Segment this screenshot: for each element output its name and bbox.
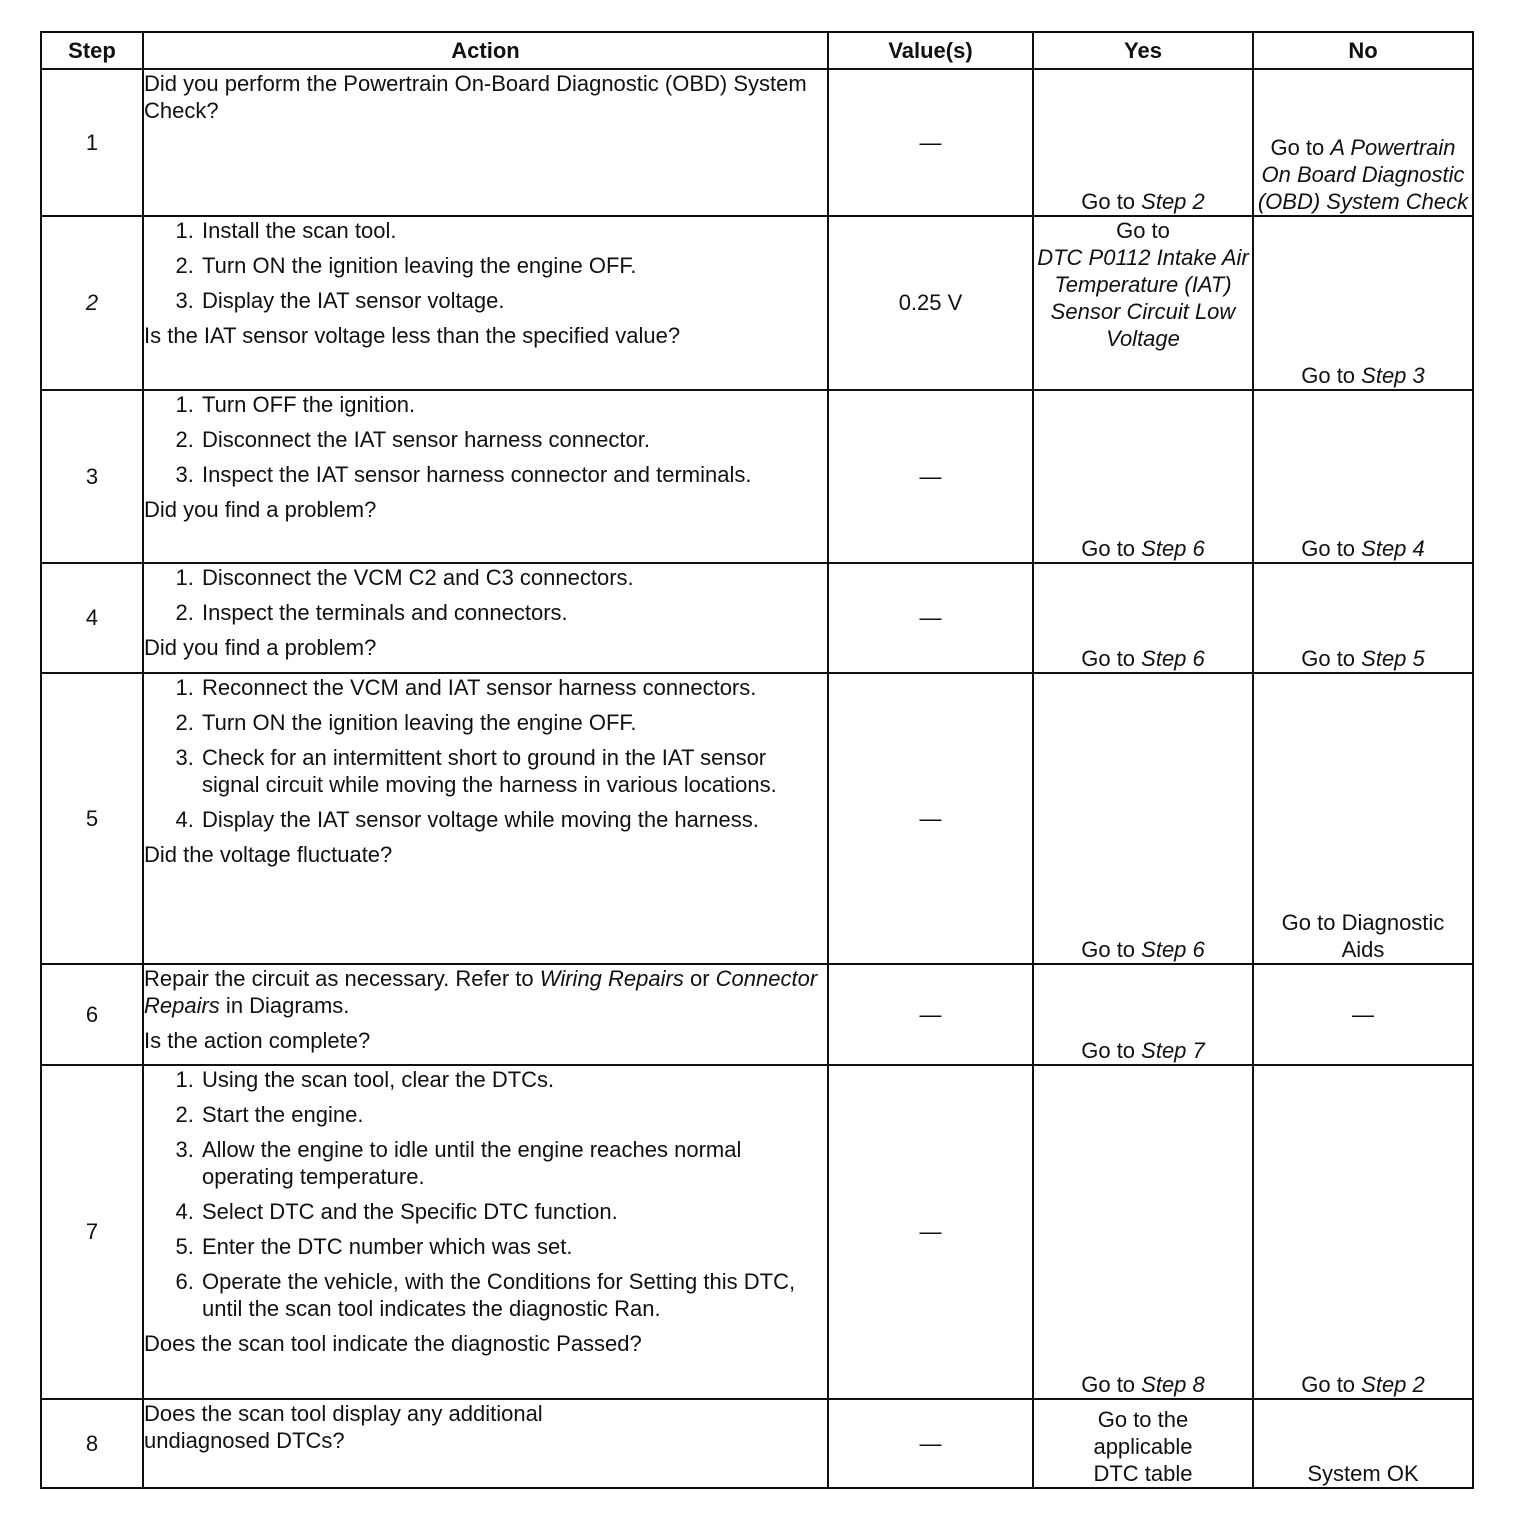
action-cell: [143, 563, 828, 673]
no-cell: [1253, 563, 1473, 673]
yes-prefix: Go to: [1081, 189, 1142, 214]
value-cell: —: [828, 563, 1033, 673]
action-cell: [143, 964, 828, 1065]
yes-cell: [1033, 69, 1253, 216]
list-item: 1. Using the scan tool, clear the DTCs.: [175, 1067, 555, 1092]
value-cell: —: [828, 69, 1033, 216]
header-no: No: [1253, 32, 1473, 69]
step-number: 3: [41, 390, 143, 563]
value-cell: —: [828, 673, 1033, 964]
no-cell: [1253, 1065, 1473, 1399]
action-text: Does the scan tool display any additional undiagnosed DTCs?: [144, 1401, 543, 1453]
no-step-ref: Step 4: [1361, 536, 1425, 561]
action-cell: [143, 390, 828, 563]
action-cell: [143, 1065, 828, 1399]
action-cell: [143, 673, 828, 964]
no-prefix: Go to: [1301, 363, 1362, 388]
list-item: 1. Reconnect the VCM and IAT sensor harness connectors.: [175, 675, 757, 700]
yes-prefix: Go to: [1081, 1372, 1142, 1397]
action-question: Is the action complete?: [144, 1028, 371, 1053]
action-list: [144, 674, 827, 833]
no-prefix: Go to: [1301, 536, 1362, 561]
list-item: 6. Operate the vehicle, with the Conditions for Setting this DTC, until the scan tool indicates the diagnostic Ran.: [175, 1269, 796, 1321]
step-number: 7: [41, 1065, 143, 1399]
no-prefix: Go to: [1301, 1372, 1362, 1397]
table-row: [41, 216, 1473, 390]
action-cell: [143, 1399, 828, 1488]
step-number: 8: [41, 1399, 143, 1488]
list-item: 4. Display the IAT sensor voltage while moving the harness.: [175, 807, 759, 832]
value-cell: —: [828, 1065, 1033, 1399]
list-item: 3. Allow the engine to idle until the engine reaches normal operating temperature.: [175, 1137, 742, 1189]
no-cell: Go to Diagnostic Aids: [1253, 673, 1473, 964]
action-question: Is the IAT sensor voltage less than the specified value?: [144, 323, 681, 348]
list-item: 5. Enter the DTC number which was set.: [175, 1234, 573, 1259]
step-number: 6: [41, 964, 143, 1065]
value-cell: —: [828, 390, 1033, 563]
no-step-ref: A Powertrain On Board Diagnostic (OBD) System Check: [1257, 135, 1469, 214]
list-item: 3. Check for an intermittent short to ground in the IAT sensor signal circuit while moving the harness in various locations.: [175, 745, 777, 797]
yes-cell: [1033, 390, 1253, 563]
no-cell: [1253, 216, 1473, 390]
action-question: Did the voltage fluctuate?: [144, 842, 393, 867]
yes-cell: Go to the applicable DTC table: [1033, 1399, 1253, 1488]
list-item: 2. Turn ON the ignition leaving the engine OFF.: [175, 253, 637, 278]
yes-prefix: Go to: [1081, 937, 1142, 962]
action-question: Did you find a problem?: [144, 497, 377, 522]
no-prefix: Go to: [1301, 646, 1362, 671]
list-item: 2. Inspect the terminals and connectors.: [175, 600, 568, 625]
table-row: [41, 563, 1473, 673]
action-list: [144, 564, 827, 626]
table-row: [41, 673, 1473, 964]
yes-prefix: Go to: [1081, 536, 1142, 561]
action-list: [144, 1066, 827, 1322]
action-question: Did you find a problem?: [144, 635, 377, 660]
step-number-text: 2: [85, 290, 99, 315]
header-step: Step: [41, 32, 143, 69]
step-number: 4: [41, 563, 143, 673]
action-cell: [143, 216, 828, 390]
header-yes: Yes: [1033, 32, 1253, 69]
yes-cell: [1033, 563, 1253, 673]
step-number: 1: [41, 69, 143, 216]
table-row: [41, 69, 1473, 216]
action-cell: [143, 69, 828, 216]
no-step-ref: Step 3: [1361, 363, 1425, 388]
table-row: [41, 964, 1473, 1065]
header-values: Value(s): [828, 32, 1033, 69]
value-cell: 0.25 V: [828, 216, 1033, 390]
list-item: 1. Disconnect the VCM C2 and C3 connectors.: [175, 565, 634, 590]
list-item: 2. Disconnect the IAT sensor harness connector.: [175, 427, 650, 452]
table-row: [41, 390, 1473, 563]
yes-step-ref: Step 6: [1141, 646, 1205, 671]
no-step-ref: Step 5: [1361, 646, 1425, 671]
action-text: Repair the circuit as necessary. Refer to Wiring Repairs or Connector Repairs in Diagrams.: [144, 966, 818, 1018]
no-cell: [1253, 69, 1473, 216]
no-prefix: Go to: [1270, 135, 1331, 160]
list-item: 2. Turn ON the ignition leaving the engine OFF.: [175, 710, 637, 735]
action-question: Does the scan tool indicate the diagnostic Passed?: [144, 1331, 642, 1356]
list-item: 3. Inspect the IAT sensor harness connector and terminals.: [175, 462, 752, 487]
action-text: Did you perform the Powertrain On-Board Diagnostic (OBD) System Check?: [144, 71, 807, 123]
yes-step-ref: Step 8: [1141, 1372, 1205, 1397]
yes-cell: [1033, 216, 1253, 390]
yes-cell: [1033, 964, 1253, 1065]
list-item: 1. Install the scan tool.: [175, 218, 397, 243]
no-cell: [1253, 390, 1473, 563]
yes-step-ref: DTC P0112 Intake Air Temperature (IAT) Sensor Circuit Low Voltage: [1037, 245, 1249, 351]
list-item: 1. Turn OFF the ignition.: [175, 392, 416, 417]
no-step-ref: Step 2: [1361, 1372, 1425, 1397]
diagnostic-table: [40, 31, 1474, 1489]
table-row: [41, 1065, 1473, 1399]
yes-cell: [1033, 673, 1253, 964]
yes-prefix: Go to: [1116, 218, 1170, 243]
yes-step-ref: Step 7: [1141, 1038, 1205, 1063]
no-cell: —: [1253, 964, 1473, 1065]
yes-step-ref: Step 6: [1141, 536, 1205, 561]
value-cell: —: [828, 1399, 1033, 1488]
list-item: 2. Start the engine.: [175, 1102, 364, 1127]
header-row: [41, 32, 1473, 69]
table-row: [41, 1399, 1473, 1488]
action-list: [144, 217, 827, 314]
action-list: [144, 391, 827, 488]
yes-step-ref: Step 6: [1141, 937, 1205, 962]
value-cell: —: [828, 964, 1033, 1065]
yes-step-ref: Step 2: [1141, 189, 1205, 214]
header-action: Action: [143, 32, 828, 69]
step-number: [41, 216, 143, 390]
yes-prefix: Go to: [1081, 646, 1142, 671]
yes-prefix: Go to: [1081, 1038, 1142, 1063]
no-cell: System OK: [1253, 1399, 1473, 1488]
yes-cell: [1033, 1065, 1253, 1399]
step-number: 5: [41, 673, 143, 964]
list-item: 3. Display the IAT sensor voltage.: [175, 288, 505, 313]
list-item: 4. Select DTC and the Specific DTC function.: [175, 1199, 618, 1224]
